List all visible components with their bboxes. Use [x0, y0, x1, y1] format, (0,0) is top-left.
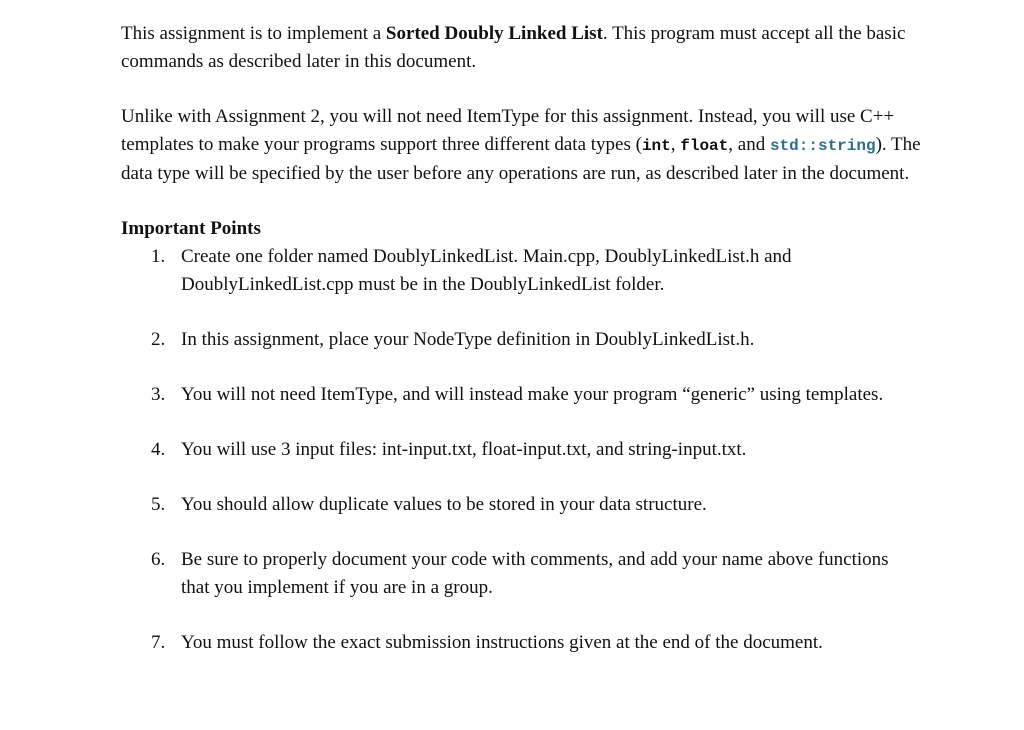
code-int: int — [641, 137, 671, 155]
templates-paragraph — [121, 103, 921, 188]
important-points-heading: Important Points — [121, 218, 261, 239]
intro-text-end: . This program must accept all the basic commands as described later in this document. — [121, 23, 906, 72]
code-std-string: std::string — [769, 137, 876, 155]
list-item — [121, 381, 921, 409]
list-item-text: You must follow the exact submission instructions given at the end of the document. — [181, 632, 823, 653]
intro-title-bold: Sorted Doubly Linked List — [385, 23, 603, 44]
list-item-number: 1. — [151, 246, 166, 267]
list-item-number: 4. — [151, 439, 166, 460]
list-item — [121, 629, 921, 657]
intro-paragraph — [121, 20, 921, 76]
templates-text-start: Unlike with Assignment 2, you will not need ItemType for this assignment. Instead, you will use C++ templates to make your programs support three different data types ( — [121, 106, 895, 155]
list-item — [121, 546, 921, 602]
separator-2: , and — [728, 134, 770, 155]
list-item-number: 6. — [151, 549, 166, 570]
list-item-text: Create one folder named DoublyLinkedList. Main.cpp, DoublyLinkedList.h and DoublyLinkedList.cpp must be in the DoublyLinkedList folder. — [181, 246, 792, 295]
intro-text-start: This assignment is to implement a — [121, 23, 386, 44]
list-item-number: 5. — [151, 494, 166, 515]
list-item-text: You will use 3 input files: int-input.txt, float-input.txt, and string-input.txt. — [181, 439, 747, 460]
list-item-number: 2. — [151, 329, 166, 350]
list-item — [121, 436, 921, 464]
separator-1: , — [670, 134, 681, 155]
code-float: float — [680, 137, 729, 155]
list-item-number: 7. — [151, 632, 166, 653]
list-item-number: 3. — [151, 384, 166, 405]
list-item-text: You will not need ItemType, and will instead make your program “generic” using templates. — [181, 384, 884, 405]
important-points-list — [121, 243, 921, 657]
list-item-text: You should allow duplicate values to be stored in your data structure. — [181, 494, 707, 515]
list-item-text: In this assignment, place your NodeType definition in DoublyLinkedList.h. — [181, 329, 755, 350]
list-item — [121, 326, 921, 354]
list-item — [121, 491, 921, 519]
document-page — [121, 20, 921, 684]
list-item-text: Be sure to properly document your code with comments, and add your name above functions that you implement if you are in a group. — [181, 549, 889, 598]
list-item — [121, 243, 921, 299]
templates-text-end: ). The data type will be specified by the user before any operations are run, as described later in the document. — [121, 134, 921, 184]
